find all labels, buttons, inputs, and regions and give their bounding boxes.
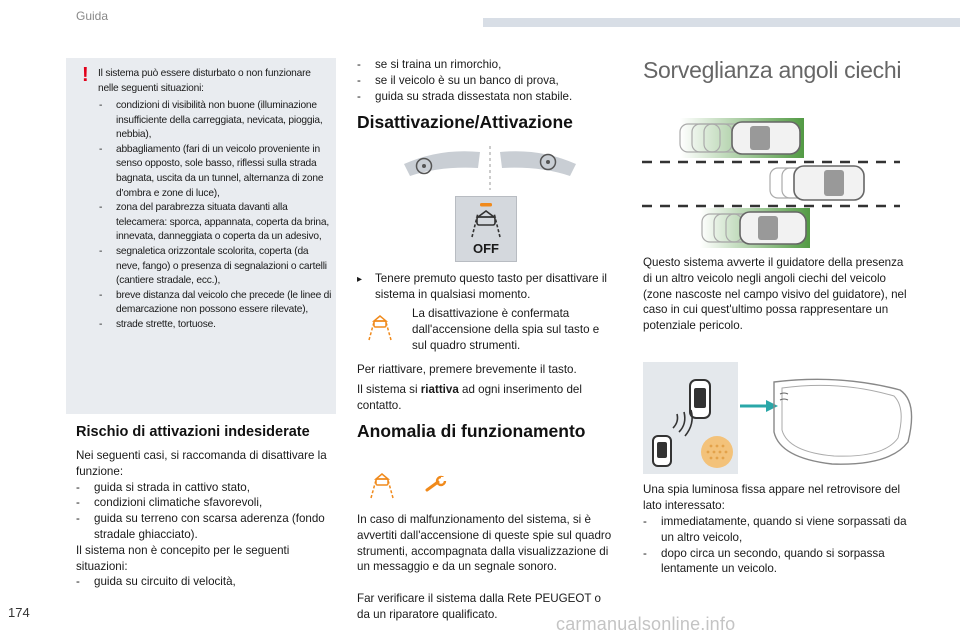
- header-bar: [483, 18, 960, 27]
- blind-spot-icon: [643, 362, 738, 474]
- col2-list: [357, 57, 617, 104]
- list-item: - immediatamente, quando si viene sorpassati da un altro veicolo,: [643, 514, 913, 546]
- anomalia-text1: In caso di malfunzionamento del sistema, si è avvertiti dall'accensione di queste spie sul quadro strumenti, accompagnata dalla visualizzazione di un messaggio e da un segnale sonoro.: [357, 513, 612, 574]
- list-item: - se il veicolo è su un banco di prova,: [357, 73, 617, 89]
- lane-warning-light-icon: [367, 470, 397, 500]
- rischio-block: [76, 448, 336, 590]
- anomalia-title: Anomalia di funzionamento: [357, 421, 586, 441]
- sorveglianza-title: Sorveglianza angoli ciechi: [643, 57, 902, 83]
- anomalia-text2: Far verificare il sistema dalla Rete PEUGEOT o da un riparatore qualificato.: [357, 592, 601, 621]
- disattivazione-title: Disattivazione/Attivazione: [357, 112, 573, 132]
- warning-mark-icon: !: [82, 64, 89, 86]
- mirror-icon: [740, 372, 918, 468]
- rischio-intro: Nei seguenti casi, si raccomanda di disattivare la funzione:: [76, 449, 327, 478]
- list-item: - segnaletica orizzontale scolorita, coperta (da neve, fango) o presenza di segnalazioni o cartelli (cantiere stradale, ecc.),: [98, 245, 334, 289]
- list-item: - guida su circuito di velocità,: [76, 574, 336, 590]
- sorveglianza-text: Questo sistema avverte il guidatore della presenza di un altro veicolo negli angoli ciechi del veicolo (zone nascoste nel campo visivo del guidatore), nel caso in cui quest'ultimo possa rappresentare un potenziale pericolo.: [643, 256, 907, 333]
- list-item: - breve distanza dal veicolo che precede (le linee di demarcazione non possono essere rilevate),: [98, 289, 334, 318]
- reactivates-pre: Il sistema si: [357, 383, 421, 396]
- list-item: - strade strette, tortuose.: [98, 318, 334, 333]
- list-item: - condizioni di visibilità non buone (illuminazione insufficiente della carreggiata, nevicata, pioggia, nebbia),: [98, 99, 334, 143]
- rischio-text2: Il sistema non è concepito per le seguenti situazioni:: [76, 543, 290, 573]
- off-label: OFF: [473, 241, 499, 256]
- disattivazione-bullet: ▸ Tenere premuto questo tasto per disattivare il sistema in qualsiasi momento.: [357, 271, 637, 303]
- disattivazione-reactivates: [357, 382, 619, 414]
- rischio-title: Rischio di attivazioni indesiderate: [76, 424, 310, 440]
- list-item: - guida si strada in cattivo stato,: [76, 480, 336, 496]
- page-number: 174: [8, 605, 30, 620]
- section-label: Guida: [76, 9, 109, 23]
- list-item: - condizioni climatiche sfavorevoli,: [76, 495, 336, 511]
- lane-off-button-icon: [456, 197, 516, 241]
- watermark: carmanualsonline.info: [556, 614, 736, 634]
- disattivazione-confirm: La disattivazione è confermata dall'accensione della spia sul tasto e sul quadro strumenti.: [412, 307, 600, 352]
- list-item: - dopo circa un secondo, quando si sorpassa lentamente un veicolo.: [643, 546, 913, 578]
- warning-list: [98, 99, 334, 333]
- list-item: - guida su terreno con scarsa aderenza (fondo stradale ghiacciato).: [76, 511, 336, 543]
- list-item: - zona del parabrezza situata davanti alla telecamera: sporca, appannata, coperta da brina, innevata, danneggiata o coperta da un adesivo,: [98, 201, 334, 245]
- wrench-icon: [424, 476, 448, 494]
- list-item: - se si traina un rimorchio,: [357, 57, 617, 73]
- sorveglianza-list: [643, 514, 913, 577]
- reactivates-bold: riattiva: [420, 383, 459, 396]
- sorveglianza-text2: Una spia luminosa fissa appare nel retrovisore del lato interessato:: [643, 483, 901, 512]
- disattivazione-reactivate: Per riattivare, premere brevemente il tasto.: [357, 363, 577, 376]
- steering-wheel-illustration: [400, 142, 580, 192]
- blind-spot-illustration: [640, 112, 910, 252]
- list-item: - abbagliamento (fari di un veicolo proveniente in senso opposto, sole basso, riflessi sulla strada bagnata, uscita da un tunnel, alternanza di zone d'ombra e zone di luce),: [98, 143, 334, 201]
- lane-off-button[interactable]: [455, 196, 517, 262]
- warning-intro: Il sistema può essere disturbato o non funzionare nelle seguenti situazioni:: [98, 68, 311, 94]
- list-item: - guida su strada dissestata non stabile.: [357, 89, 617, 105]
- lane-warning-light-icon: [365, 312, 395, 342]
- reactivates-post: ad ogni inserimento del contatto.: [357, 383, 582, 412]
